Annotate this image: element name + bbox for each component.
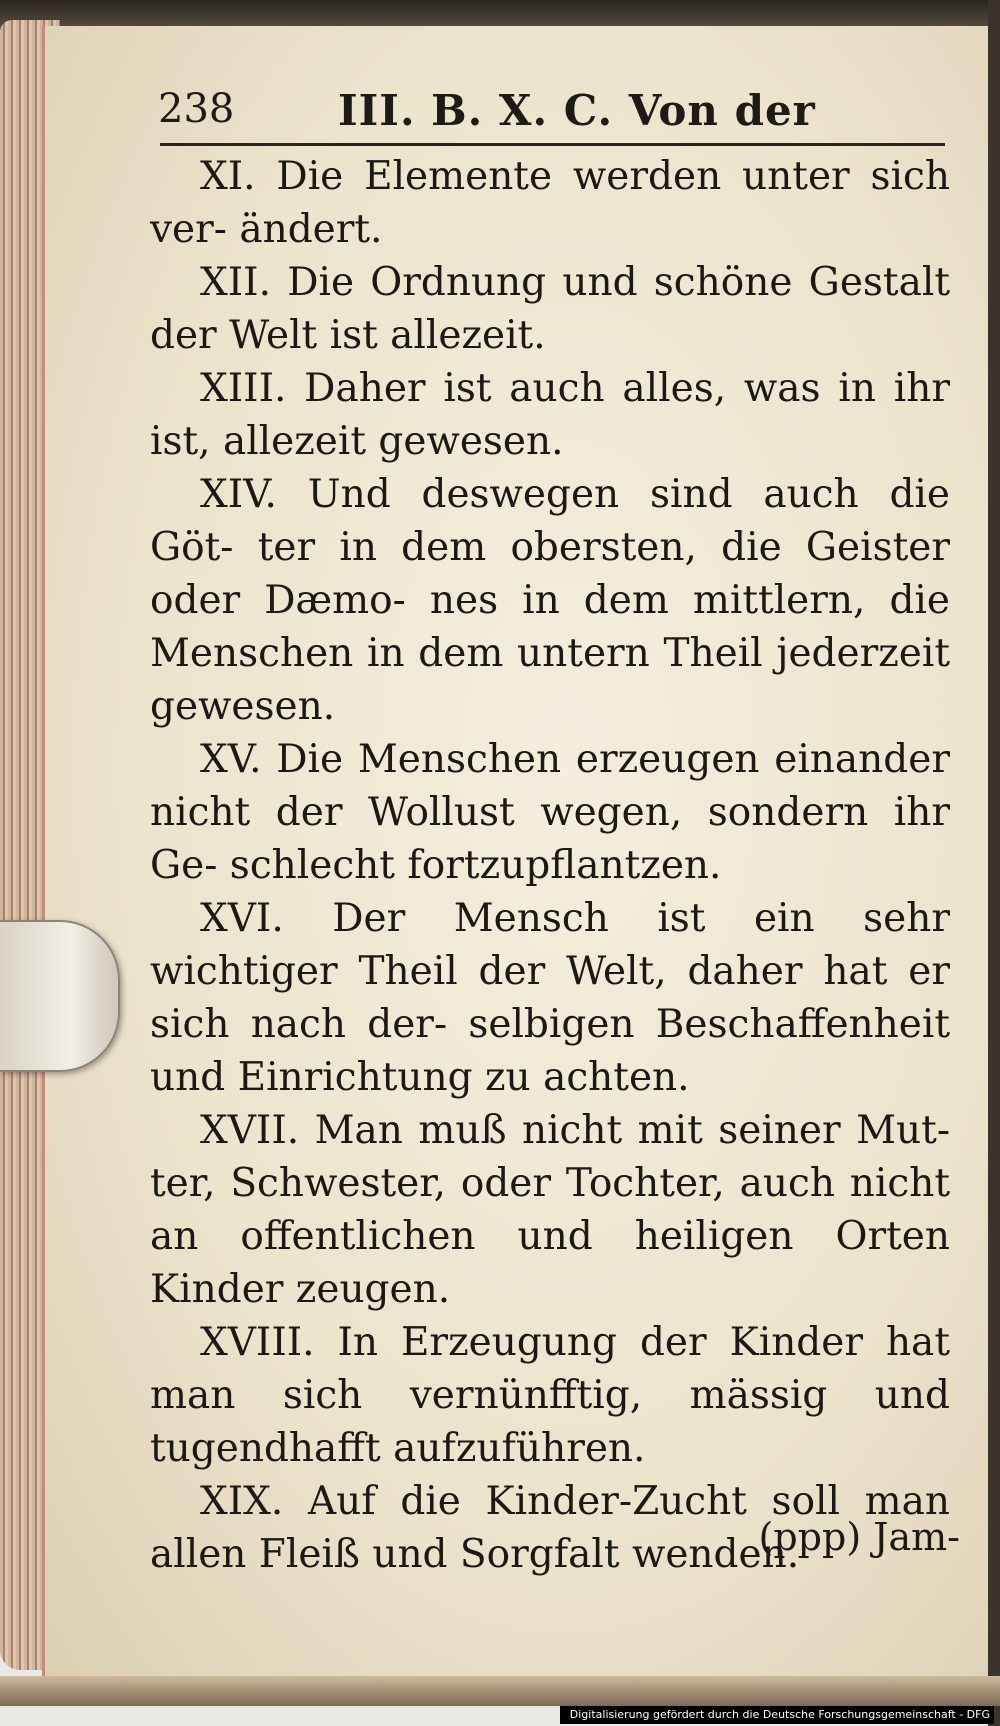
paragraph-xi: XI. Die Elemente werden unter sich ver- ändert. (150, 154, 950, 252)
paragraph-xiii: XIII. Daher ist auch alles, was in ihr ist, allezeit gewesen. (150, 366, 950, 464)
paragraph-xvii: XVII. Man muß nicht mit seiner Mut- ter, Schwester, oder Tochter, auch nicht an offentlichen und heiligen Orten Kinder zeugen. (150, 1108, 950, 1312)
paragraph-xiv: XIV. Und deswegen sind auch die Göt- ter in dem obersten, die Geister oder Dæmo- nes in dem mittlern, die Menschen in dem untern Theil jederzeit gewesen. (150, 472, 950, 729)
paragraph-xviii: XVIII. In Erzeugung der Kinder hat man sich vernünfftig, mässig und tugendhafft aufzuführen. (150, 1320, 950, 1471)
paragraph-xii: XII. Die Ordnung und schöne Gestalt der Welt ist allezeit. (150, 260, 950, 358)
book-clasp (0, 920, 120, 1072)
page-header (158, 86, 948, 142)
paragraph-xv: XV. Die Menschen erzeugen einander nicht der Wollust wegen, sondern ihr Ge- schlecht fortzupflantzen. (150, 737, 950, 888)
paragraph-xvi: XVI. Der Mensch ist ein sehr wichtiger Theil der Welt, daher hat er sich nach der- selbigen Beschaffenheit und Einrichtung zu achten. (150, 896, 950, 1100)
running-title: III. B. X. C. Von der (338, 86, 816, 135)
catchword: (ppp) Jam- (758, 1515, 960, 1559)
footer-credit: Digitalisierung gefördert durch die Deutsche Forschungsgemeinschaft - DFG (560, 1706, 994, 1724)
body-text (150, 150, 950, 1581)
page-bottom-edge (0, 1676, 1000, 1706)
paragraph-xix: XIX. Auf die Kinder-Zucht soll man allen Fleiß und Sorgfalt wenden. (150, 1479, 950, 1577)
right-dark-edge (988, 0, 1000, 1726)
page-number: 238 (158, 86, 235, 132)
header-rule (160, 143, 945, 146)
